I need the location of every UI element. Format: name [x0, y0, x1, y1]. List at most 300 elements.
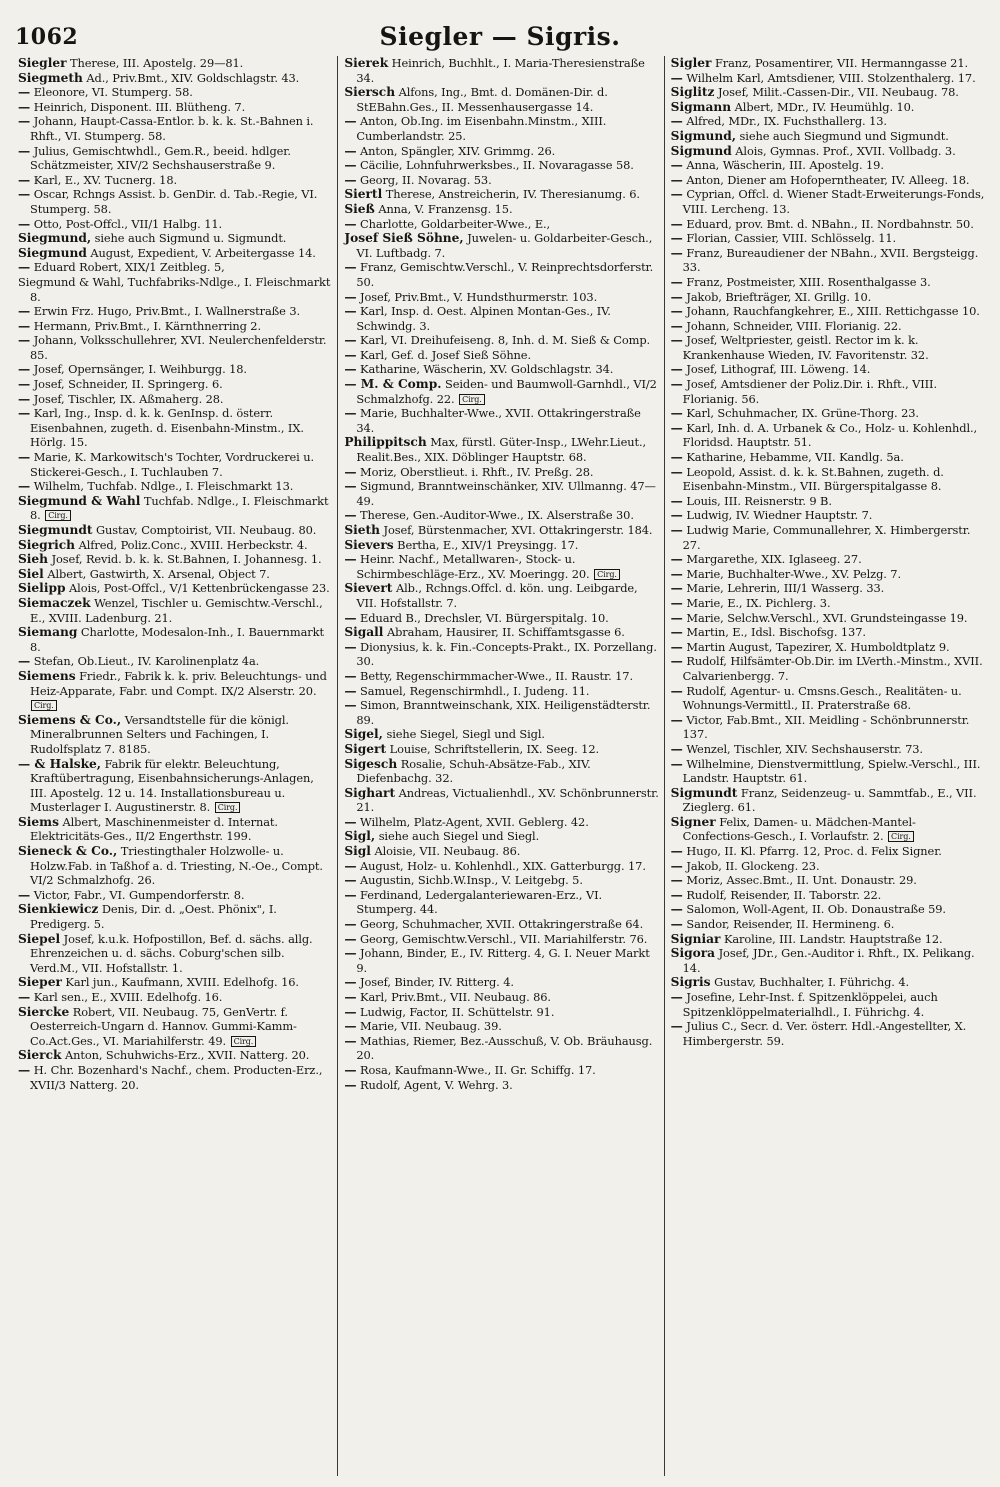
entry-details: Mathias, Riemer, Bez.-Ausschuß, V. Ob. Bräuhausg. 20. [356, 1033, 653, 1063]
entry-surname: Sigmundt [670, 785, 738, 800]
directory-entry [18, 71, 333, 86]
entry-details: Anton, Diener am Hofoperntheater, IV. Alleeg. 18. [686, 172, 970, 187]
directory-entry [671, 173, 986, 188]
directory-entry [344, 202, 659, 217]
entry-surname: Siegmund [18, 245, 87, 260]
directory-entry [18, 479, 333, 494]
entry-details: Heinrich, Disponent. III. Blütheng. 7. [33, 99, 246, 114]
page-header [12, 22, 988, 56]
directory-entry [18, 333, 333, 362]
entry-surname: — [344, 1004, 357, 1019]
directory-entry [18, 377, 333, 392]
entry-badge: Cirg. [888, 831, 914, 842]
entry-details: Otto, Post-Offcl., VII/1 Halbg. 11. [33, 216, 223, 231]
entry-surname: — [670, 844, 683, 859]
entry-details: Franz, Postmeister, XIII. Rosenthalgasse 3. [686, 274, 931, 289]
directory-entry [344, 465, 659, 480]
entry-surname: — [18, 406, 31, 421]
entry-details: Anton, Spängler, XIV. Grimmg. 26. [360, 143, 556, 158]
directory-entry [671, 713, 986, 742]
entry-surname: — [670, 990, 683, 1004]
entry-surname: Sigl, [344, 829, 376, 844]
directory-entry [671, 902, 986, 917]
directory-entry [671, 508, 986, 523]
entry-surname: — [18, 377, 31, 392]
directory-entry [671, 71, 986, 86]
entry-surname: — [344, 143, 357, 158]
entry-details: Karl, Schuhmacher, IX. Grüne-Thorg. 23. [686, 406, 919, 421]
directory-entry [344, 990, 659, 1005]
entry-surname: — [670, 158, 683, 173]
directory-entry [344, 727, 659, 742]
entry-details: Karl jun., Kaufmann, XVIII. Edelhofg. 16. [65, 975, 299, 990]
directory-entry [671, 217, 986, 232]
entry-details: Robert, VII. Neubaug. 75, GenVertr. f. Oesterreich-Ungarn d. Hannov. Gummi-Kamm-Co.Act.Ges., VI. Mariahilferstr. 49. [30, 1004, 297, 1048]
entry-details: Moriz, Oberstlieut. i. Rhft., IV. Preßg. 28. [360, 464, 594, 479]
directory-entry [671, 684, 986, 713]
entry-details: Seiden- und Baumwoll-Garnhdl., VI/2 Schmalzhofg. 22. [356, 377, 657, 406]
directory-entry [671, 552, 986, 567]
entry-surname: Siegler [18, 56, 67, 70]
directory-entry [344, 56, 659, 85]
entry-surname: — [344, 610, 357, 625]
directory-entry [671, 873, 986, 888]
entry-surname: Sievers [344, 537, 394, 552]
entry-surname: Sierek [344, 56, 389, 70]
directory-entry [18, 319, 333, 334]
entry-surname: — [18, 143, 31, 158]
entry-details: Sandor, Reisender, II. Hermineng. 6. [686, 917, 895, 932]
entry-details: Gustav, Comptoirist, VII. Neubaug. 80. [96, 523, 317, 537]
entry-details: Ludwig, IV. Wiedner Hauptstr. 7. [686, 508, 873, 523]
entry-details: Ferdinand, Ledergalanteriewaren-Erz., VI. Stumperg. 44. [356, 887, 603, 917]
entry-surname: Sigler [670, 56, 712, 70]
directory-entry [344, 187, 659, 202]
entry-details: Martin, E., Idsl. Bischofsg. 137. [686, 625, 866, 640]
entry-details: Julius C., Secr. d. Ver. österr. Hdl.-Angestellter, X. Himbergerstr. 59. [682, 1019, 967, 1048]
entry-details: Marie, Lehrerin, III/1 Wasserg. 33. [686, 581, 885, 596]
entry-details: Johann, Schneider, VIII. Florianig. 22. [686, 318, 902, 333]
entry-surname: Siemens & Co., [18, 712, 122, 727]
entry-details: Abraham, Hausirer, II. Schiffamtsgasse 6. [386, 625, 625, 640]
entry-surname: Siemaczek [18, 595, 91, 610]
directory-entry [671, 56, 986, 71]
directory-entry [671, 450, 986, 465]
entry-surname: — [344, 1019, 357, 1034]
entry-details: Max, fürstl. Güter-Insp., LWehr.Lieut., Realit.Bes., XIX. Döblinger Hauptstr. 68. [356, 435, 646, 465]
directory-entry [671, 377, 986, 406]
directory-entry [18, 932, 333, 976]
directory-entry [671, 246, 986, 275]
entry-surname: — [18, 450, 31, 465]
entry-details: Salomon, Woll-Agent, II. Ob. Donaustraße 59. [686, 902, 946, 917]
directory-entry [344, 946, 659, 975]
entry-surname: — [344, 333, 357, 348]
entry-details: Marie, E., IX. Pichlerg. 3. [686, 595, 831, 610]
entry-surname: — [670, 318, 683, 333]
entry-details: Johann, Binder, E., IV. Ritterg. 4, G. I. Neuer Markt 9. [356, 946, 650, 975]
entry-details: Johann, Volksschullehrer, XVI. Neulerchenfelderstr. 85. [30, 333, 327, 362]
entry-surname: Siegmeth [18, 70, 83, 85]
entry-surname: — [344, 873, 357, 888]
entry-surname: Sigl [344, 844, 371, 859]
directory-entry [18, 56, 333, 71]
entry-details: Karl, Priv.Bmt., VII. Neubaug. 86. [360, 990, 551, 1004]
entry-surname: — [344, 1062, 357, 1077]
directory-entry [18, 144, 333, 173]
entry-surname: — [670, 289, 683, 304]
entry-surname: — [670, 450, 683, 465]
entry-surname: Siertl [344, 187, 383, 202]
entry-details: Marie, VII. Neubaug. 39. [360, 1019, 502, 1034]
directory-entry [344, 377, 659, 406]
directory-entry [344, 523, 659, 538]
entry-surname: — [344, 668, 357, 683]
entry-surname: — [344, 698, 357, 713]
entry-surname: — [670, 274, 683, 289]
entry-details: siehe auch Siegmund und Sigmundt. [739, 128, 949, 143]
directory-entry [671, 144, 986, 159]
entry-surname: Sieß [344, 201, 375, 216]
directory-entry [344, 348, 659, 363]
directory-entry [344, 333, 659, 348]
entry-badge: Cirg. [459, 394, 485, 405]
entry-surname: — [670, 216, 683, 231]
directory-entry [671, 494, 986, 509]
entry-details: Juwelen- u. Goldarbeiter-Gesch., VI. Luftbadg. 7. [356, 231, 653, 260]
entry-details: Fabrik für elektr. Beleuchtung, Kraftübertragung, Eisenbahnsicherungs-Anlagen, III. Apostelg. 12 u. 14. Installationsbureau u. Musterlager I. Augustinerstr. 8. [30, 756, 314, 815]
entry-surname: — [670, 464, 683, 479]
directory-entry [18, 100, 333, 115]
entry-surname: — [670, 887, 683, 902]
entry-details: Julius, Gemischtwhdl., Gem.R., beeid. hdlger. Schätzmeister, XIV/2 Sechshauserstraße 9. [30, 143, 291, 173]
directory-entry [18, 1005, 333, 1049]
entry-surname: — [670, 756, 683, 771]
directory-entry [18, 669, 333, 713]
directory-entry [18, 217, 333, 232]
directory-entry [671, 465, 986, 494]
entry-surname: — [344, 975, 357, 990]
entry-details: Franz, Gemischtw.Verschl., V. Reinprechtsdorferstr. 50. [356, 260, 654, 289]
directory-entry [344, 173, 659, 188]
entry-surname: — [18, 479, 31, 494]
entry-surname: — [18, 362, 31, 377]
directory-entry [18, 260, 333, 275]
entry-surname: — [18, 990, 31, 1004]
directory-entry [671, 625, 986, 640]
entry-details: Victor, Fab.Bmt., XII. Meidling - Schönbrunnerstr. 137. [682, 712, 970, 742]
entry-details: Oscar, Rchngs Assist. b. GenDir. d. Tab.-Regie, VI. Stumperg. 58. [30, 187, 318, 216]
directory-entry [344, 757, 659, 786]
directory-entry [344, 815, 659, 830]
entry-surname: — [18, 260, 31, 275]
entry-surname: — [344, 814, 357, 829]
entry-surname: Siersch [344, 85, 396, 100]
entry-details: Anton, Ob.Ing. im Eisenbahn.Minstm., XIII. Cumberlandstr. 25. [356, 114, 607, 143]
entry-details: Anna, V. Franzensg. 15. [378, 201, 513, 216]
entry-surname: — [18, 887, 31, 902]
directory-entry [344, 625, 659, 640]
directory-entry [344, 1005, 659, 1020]
entry-surname: — [344, 1077, 357, 1092]
directory-entry [344, 85, 659, 114]
entry-surname: — [670, 683, 683, 698]
entry-details: Cäcilie, Lohnfuhrwerksbes., II. Novaragasse 58. [360, 158, 634, 173]
directory-entry [671, 275, 986, 290]
entry-surname: — [18, 85, 31, 100]
entry-surname: Philippitsch [344, 435, 427, 450]
directory-entry [671, 129, 986, 144]
entry-surname: Sigmund, [670, 128, 736, 143]
entry-surname: Signer [670, 814, 716, 829]
directory-columns [12, 56, 990, 1476]
entry-details: Bertha, E., XIV/1 Preysingg. 17. [397, 537, 579, 552]
entry-surname: — [18, 391, 31, 406]
entry-surname: — [670, 566, 683, 581]
entry-surname: Sigmund [670, 143, 732, 158]
entry-details: Ludwig Marie, Communallehrer, X. Himbergerstr. 27. [682, 523, 971, 552]
directory-entry [18, 275, 333, 304]
entry-surname: — [344, 858, 357, 873]
entry-surname: — [344, 887, 357, 902]
entry-surname: — [670, 595, 683, 610]
entry-details: Heinrich, Buchhlt., I. Maria-Theresienstraße 34. [356, 56, 645, 85]
entry-details: Alb., Rchngs.Offcl. d. kön. ung. Leibgarde, VII. Hofstallstr. 7. [356, 581, 638, 610]
entry-surname: Sigris [670, 975, 711, 990]
entry-surname: — [344, 917, 357, 932]
entry-details: Ludwig, Factor, II. Schüttelstr. 91. [360, 1004, 555, 1019]
entry-surname: — [344, 406, 357, 421]
directory-entry [18, 1048, 333, 1063]
directory-entry [18, 552, 333, 567]
entry-surname: — [344, 114, 357, 129]
entry-surname: Sigall [344, 625, 384, 640]
entry-details: Friedr., Fabrik k. k. priv. Beleuchtungs- und Heiz-Apparate, Fabr. und Compt. IX/2 Alserstr. 20. [30, 668, 327, 698]
entry-details: Augustin, Sichb.W.Insp., V. Leitgebg. 5. [360, 873, 583, 888]
entry-details: Wilhelm Karl, Amtsdiener, VIII. Stolzenthalerg. 17. [686, 70, 976, 85]
directory-entry [671, 304, 986, 319]
entry-details: Jakob, Briefträger, XI. Grillg. 10. [686, 289, 872, 304]
entry-surname: — [670, 114, 683, 129]
entry-details: Alfred, MDr., IX. Fuchsthallerg. 13. [686, 114, 887, 129]
directory-entry [671, 888, 986, 903]
directory-entry [344, 435, 659, 464]
entry-surname: Sievert [344, 581, 393, 596]
directory-entry [344, 917, 659, 932]
entry-details: Heinr. Nachf., Metallwaren-, Stock- u. Schirmbeschläge-Erz., XV. Moeringg. 20. [356, 552, 590, 581]
entry-details: Victor, Fabr., VI. Gumpendorferstr. 8. [33, 887, 245, 902]
entry-surname: — [670, 639, 683, 654]
entry-details: H. Chr. Bozenhard's Nachf., chem. Producten-Erz., XVII/3 Natterg. 20. [30, 1062, 323, 1092]
directory-entry [18, 362, 333, 377]
entry-surname: Sigert [344, 741, 387, 756]
entry-badge: Cirg. [45, 510, 71, 521]
entry-surname: Sielipp [18, 581, 66, 596]
entry-details: Leopold, Assist. d. k. k. St.Bahnen, zugeth. d. Eisenbahn-Minstm., VII. Bürgerspitalgasse 8. [682, 464, 944, 494]
directory-entry [344, 1034, 659, 1063]
entry-details: Louise, Schriftstellerin, IX. Seeg. 12. [389, 741, 599, 756]
directory-entry [671, 757, 986, 786]
entry-surname: — [670, 333, 683, 348]
directory-entry [18, 625, 333, 654]
entry-surname: — [18, 304, 31, 319]
entry-surname: — [670, 654, 683, 669]
entry-badge: Cirg. [215, 802, 241, 813]
entry-details: Josef, k.u.k. Hofpostillon, Bef. d. sächs. allg. Ehrenzeichen u. d. sächs. Coburg'schen silb. Verd.M., VII. Hofstallstr. 1. [30, 931, 313, 975]
entry-surname: Siel [18, 566, 44, 581]
entry-surname: Siems [18, 814, 59, 829]
entry-details: Josef, Schneider, II. Springerg. 6. [33, 377, 223, 392]
directory-entry [671, 421, 986, 450]
directory-entry [344, 888, 659, 917]
entry-surname: Sigora [670, 946, 716, 961]
entry-details: Josef, Opernsänger, I. Weihburgg. 18. [33, 362, 247, 377]
directory-entry [18, 581, 333, 596]
entry-badge: Cirg. [594, 569, 620, 580]
directory-entry [18, 844, 333, 888]
entry-details: Wenzel, Tischler u. Gemischtw.-Verschl., E., XVIII. Ladenburg. 21. [30, 595, 323, 625]
directory-entry [344, 611, 659, 626]
entry-surname: Siercke [18, 1004, 70, 1019]
directory-entry [671, 844, 986, 859]
entry-details: Anton, Schuhwichs-Erz., XVII. Natterg. 20. [65, 1048, 310, 1063]
directory-entry [344, 538, 659, 553]
entry-details: Jakob, II. Glockeng. 23. [686, 858, 820, 873]
entry-details: Eduard Robert, XIX/1 Zeitbleg. 5, [33, 260, 225, 275]
entry-surname: — [670, 304, 683, 319]
directory-entry [344, 114, 659, 143]
directory-entry [18, 173, 333, 188]
directory-entry [671, 362, 986, 377]
entry-details: Josef, Milit.-Cassen-Dir., VII. Neubaug. 78. [717, 85, 959, 100]
entry-surname: — [670, 362, 683, 377]
directory-entry [671, 231, 986, 246]
entry-details: Versandtstelle für die königl. Mineralbrunnen Selters und Fachingen, I. Rudolfsplatz 7. 8185. [30, 712, 289, 756]
entry-surname: — [18, 187, 31, 202]
entry-details: Josefine, Lehr-Inst. f. Spitzenklöppelei, auch Spitzenklöppelmaterialhdl., I. Führichg. 4. [682, 990, 938, 1019]
entry-surname: — [670, 581, 683, 596]
directory-entry [344, 844, 659, 859]
directory-entry [671, 596, 986, 611]
entry-surname: Sieh [18, 552, 49, 567]
entry-details: Triestingthaler Holzwolle- u. Holzw.Fab. in Taßhof a. d. Triesting, N.-Oe., Compt. VI/2 Schmalzhofg. 26. [30, 844, 323, 888]
directory-entry [344, 290, 659, 305]
directory-entry [344, 932, 659, 947]
entry-surname: Sieth [344, 523, 381, 537]
entry-details: Albert, Gastwirth, X. Arsenal, Object 7. [47, 566, 270, 581]
directory-entry [671, 1019, 986, 1048]
entry-details: Erwin Frz. Hugo, Priv.Bmt., I. Wallnerstraße 3. [33, 304, 301, 319]
directory-entry [344, 304, 659, 333]
entry-surname: — [18, 114, 31, 129]
entry-surname: — [344, 683, 357, 698]
entry-details: Albert, MDr., IV. Heumühlg. 10. [734, 99, 915, 114]
entry-details: Moriz, Assec.Bmt., II. Unt. Donaustr. 29. [686, 873, 917, 888]
directory-entry [344, 231, 659, 260]
entry-details: Josef, Amtsdiener der Poliz.Dir. i. Rhft., VIII. Florianig. 56. [682, 377, 937, 406]
entry-details: Ad., Priv.Bmt., XIV. Goldschlagstr. 43. [86, 70, 300, 85]
directory-entry [18, 596, 333, 625]
directory-entry [671, 640, 986, 655]
entry-surname: — [18, 172, 31, 187]
directory-entry [671, 85, 986, 100]
entry-surname: — [344, 216, 357, 231]
entry-surname: Sierck [18, 1048, 62, 1063]
entry-surname: — [344, 931, 357, 946]
entry-surname: Sigesch [344, 756, 398, 771]
entry-details: Aloisie, VII. Neubaug. 86. [374, 844, 521, 859]
directory-entry [18, 392, 333, 407]
entry-details: Eduard, prov. Bmt. d. NBahn., II. Nordbahnstr. 50. [686, 216, 974, 231]
entry-surname: — [18, 1062, 31, 1077]
entry-details: Hermann, Priv.Bmt., I. Kärnthnerring 2. [33, 318, 261, 333]
directory-entry [344, 786, 659, 815]
directory-entry [18, 523, 333, 538]
entry-surname: — [670, 552, 683, 567]
entry-details: Alois, Post-Offcl., V/1 Kettenbrückengasse 23. [69, 581, 330, 596]
entry-surname: — [344, 260, 357, 275]
directory-entry [344, 144, 659, 159]
column-3 [664, 56, 990, 1476]
entry-surname: Josef Sieß Söhne, [344, 231, 464, 246]
entry-details: Felix, Damen- u. Mädchen-Mantel-Confections-Gesch., I. Vorlaufstr. 2. [682, 814, 916, 844]
entry-details: Karl, VI. Dreihufeiseng. 8, Inh. d. M. Sieß & Comp. [360, 333, 651, 348]
entry-surname: — [344, 289, 357, 304]
directory-entry [671, 567, 986, 582]
entry-details: August, Expedient, V. Arbeitergasse 14. [90, 245, 316, 260]
entry-badge: Cirg. [31, 700, 57, 711]
entry-details: Anna, Wäscherin, III. Apostelg. 19. [686, 158, 884, 173]
directory-entry [18, 567, 333, 582]
entry-surname: Signiar [670, 931, 721, 946]
entry-surname: — [344, 639, 357, 654]
entry-surname: Sieneck & Co., [18, 844, 118, 859]
entry-details: Marie, K. Markowitsch's Tochter, Vordruckerei u. Stickerei-Gesch., I. Tuchlauben 7. [30, 450, 315, 479]
entry-details: Wenzel, Tischler, XIV. Sechshauserstr. 73. [686, 741, 923, 756]
directory-entry [344, 1019, 659, 1034]
entry-details: Karl, Gef. d. Josef Sieß Söhne. [360, 347, 531, 362]
directory-entry [671, 114, 986, 129]
directory-entry [344, 406, 659, 435]
directory-entry [344, 975, 659, 990]
entry-details: Florian, Cassier, VIII. Schlösselg. 11. [686, 231, 897, 246]
directory-entry [18, 888, 333, 903]
entry-surname: — [670, 523, 683, 537]
directory-entry [18, 815, 333, 844]
entry-surname: — [670, 508, 683, 523]
directory-entry [344, 508, 659, 523]
entry-details: Marie, Selchw.Verschl., XVI. Grundsteingasse 19. [686, 610, 968, 625]
column-1 [12, 56, 337, 1476]
entry-details: Rosalie, Schuh-Absätze-Fab., XIV. Diefenbachg. 32. [356, 756, 591, 786]
directory-entry [344, 742, 659, 757]
directory-entry [344, 640, 659, 669]
entry-surname: — [670, 231, 683, 246]
entry-surname: — [670, 1019, 683, 1034]
entry-details: Wilhelm, Platz-Agent, XVII. Geblerg. 42. [360, 814, 589, 829]
entry-details: Betty, Regenschirmmacher-Wwe., II. Raustr. 17. [360, 668, 633, 683]
directory-entry [344, 669, 659, 684]
entry-surname: — [670, 858, 683, 873]
entry-surname: — M. & Comp. [344, 377, 442, 392]
directory-entry [18, 450, 333, 479]
entry-surname: Sienkiewicz [18, 902, 99, 917]
entry-details: Franz, Bureaudiener der NBahn., XVII. Bergsteigg. 33. [682, 245, 979, 275]
directory-entry [671, 290, 986, 305]
directory-entry [671, 187, 986, 216]
entry-details: Karl, Inh. d. A. Urbanek & Co., Holz- u. Kohlenhdl., Floridsd. Hauptstr. 51. [682, 420, 978, 450]
entry-details: siehe auch Siegel und Siegl. [378, 829, 540, 844]
